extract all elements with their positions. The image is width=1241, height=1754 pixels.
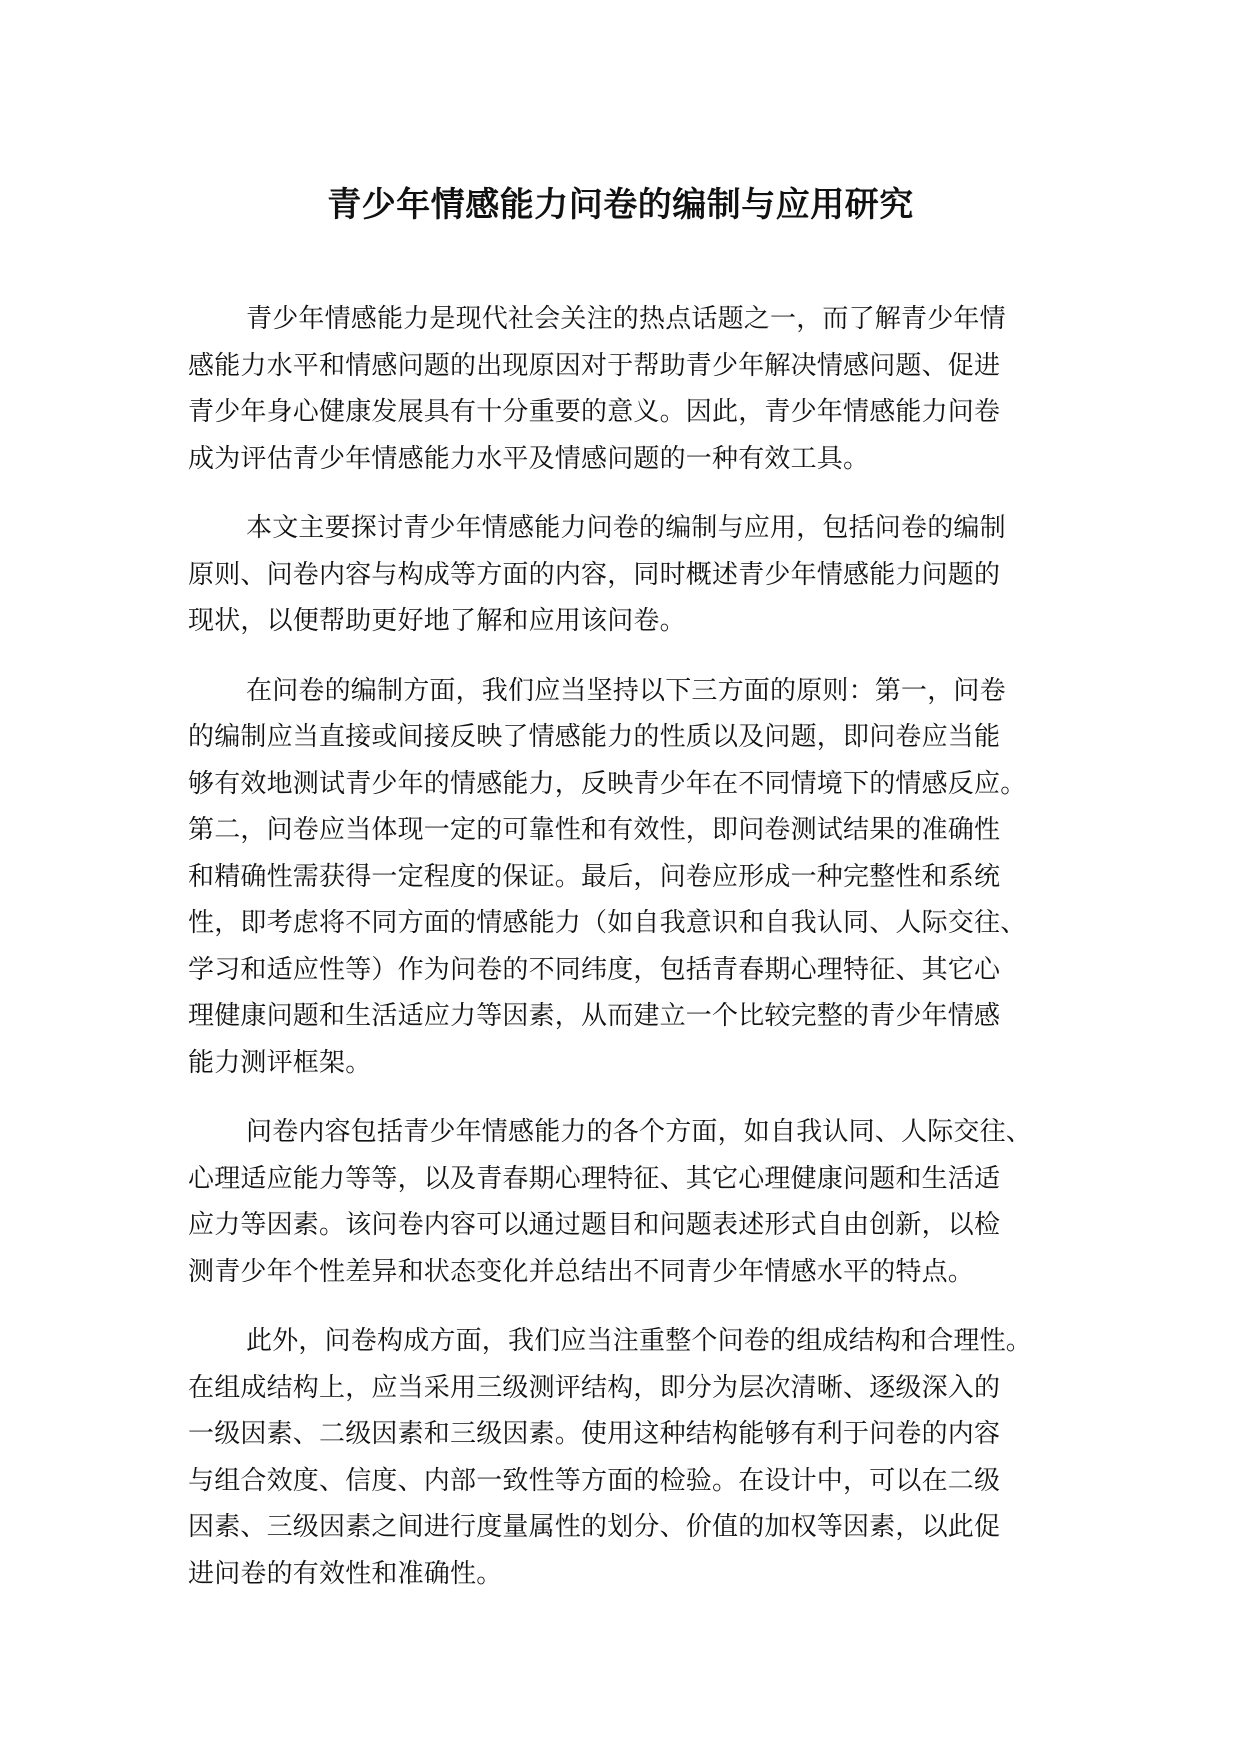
paragraph-line: 本文主要探讨青少年情感能力问卷的编制与应用，包括问卷的编制 [246, 513, 1006, 543]
paragraph-line: 应力等因素。该问卷内容可以通过题目和问题表述形式自由创新，以检 [188, 1210, 1001, 1240]
paragraph-3 [188, 668, 1068, 1087]
paragraph-line: 在问卷的编制方面，我们应当坚持以下三方面的原则：第一，问卷 [246, 675, 1006, 706]
paragraph-line: 因素、三级因素之间进行度量属性的划分、价值的加权等因素，以此促 [188, 1512, 1001, 1542]
document-title: 青少年情感能力问卷的编制与应用研究 [327, 185, 914, 225]
paragraph-line: 成为评估青少年情感能力水平及情感问题的一种有效工具。 [188, 443, 870, 474]
paragraph-line: 青少年身心健康发展具有十分重要的意义。因此，青少年情感能力问卷 [188, 397, 1001, 427]
paragraph-line: 一级因素、二级因素和三级因素。使用这种结构能够有利于问卷的内容 [188, 1419, 1001, 1449]
paragraph-1 [188, 296, 1068, 482]
paragraph-line: 学习和适应性等）作为问卷的不同纬度，包括青春期心理特征、其它心 [188, 954, 1001, 985]
paragraph-line: 的编制应当直接或间接反映了情感能力的性质以及问题，即问卷应当能 [188, 722, 1001, 752]
paragraph-line: 感能力水平和情感问题的出现原因对于帮助青少年解决情感问题、促进 [188, 350, 1001, 381]
paragraph-line: 与组合效度、信度、内部一致性等方面的检验。在设计中，可以在二级 [188, 1465, 1001, 1496]
paragraph-line: 第二，问卷应当体现一定的可靠性和有效性，即问卷测试结果的准确性 [188, 815, 1001, 845]
paragraph-line: 原则、问卷内容与构成等方面的内容，同时概述青少年情感能力问题的 [188, 559, 1001, 590]
paragraph-line: 能力测评框架。 [188, 1047, 372, 1078]
document-body [188, 296, 1068, 1620]
paragraph-line: 在组成结构上，应当采用三级测评结构，即分为层次清晰、逐级深入的 [188, 1372, 1001, 1403]
paragraph-5 [188, 1318, 1068, 1597]
paragraph-line: 测青少年个性差异和状态变化并总结出不同青少年情感水平的特点。 [188, 1256, 975, 1287]
paragraph-line: 心理适应能力等等，以及青春期心理特征、其它心理健康问题和生活适 [188, 1163, 1001, 1194]
paragraph-line: 进问卷的有效性和准确性。 [188, 1558, 503, 1589]
paragraph-line: 现状，以便帮助更好地了解和应用该问卷。 [188, 606, 686, 636]
paragraph-2 [188, 505, 1068, 645]
paragraph-line: 理健康问题和生活适应力等因素，从而建立一个比较完整的青少年情感 [188, 1001, 1001, 1031]
paragraph-line: 够有效地测试青少年的情感能力，反映青少年在不同情境下的情感反应。 [188, 768, 1027, 799]
paragraph-line: 性，即考虑将不同方面的情感能力（如自我意识和自我认同、人际交往、 [188, 908, 1027, 938]
paragraph-4 [188, 1109, 1068, 1295]
paragraph-line: 青少年情感能力是现代社会关注的热点话题之一，而了解青少年情 [246, 304, 1006, 334]
paragraph-line: 问卷内容包括青少年情感能力的各个方面，如自我认同、人际交往、 [246, 1117, 1033, 1147]
paragraph-line: 和精确性需获得一定程度的保证。最后，问卷应形成一种完整性和系统 [188, 861, 1001, 892]
paragraph-line: 此外，问卷构成方面，我们应当注重整个问卷的组成结构和合理性。 [246, 1326, 1033, 1356]
